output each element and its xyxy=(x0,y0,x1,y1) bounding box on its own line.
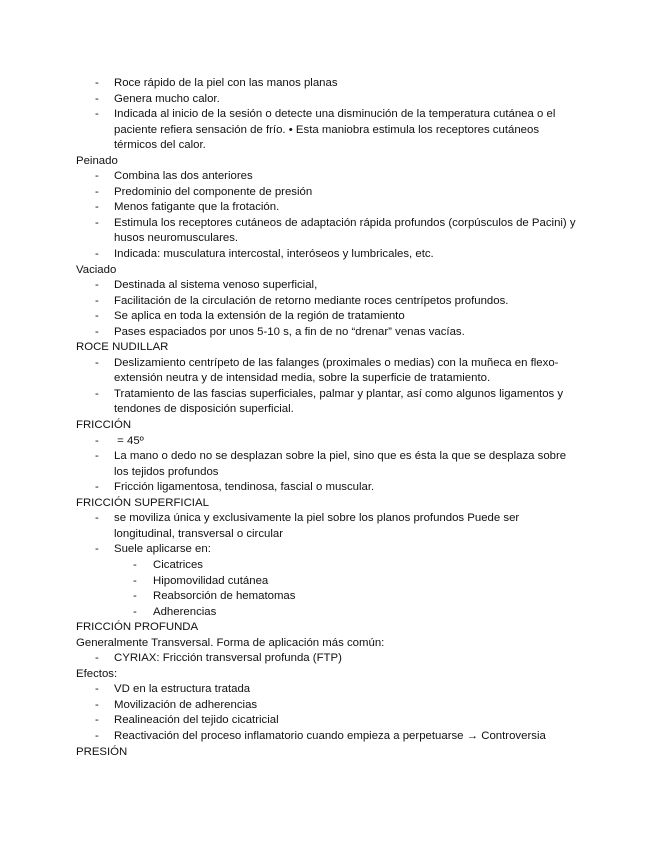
list-item: - Tratamiento de las fascias superficiales, palmar y plantar, así como algunos ligamentos y tendones de disposición superficial. xyxy=(114,387,576,418)
list-item: - VD en la estructura tratada xyxy=(114,682,576,698)
list-item: - Indicada: musculatura intercostal, interóseos y lumbricales, etc. xyxy=(114,247,576,263)
sub-list-item: - Cicatrices xyxy=(153,558,576,574)
list-item: - Pases espaciados por unos 5-10 s, a fin de no “drenar” venas vacías. xyxy=(114,325,576,341)
list-item: - Realineación del tejido cicatricial xyxy=(114,713,576,729)
list-item: - Reactivación del proceso inflamatorio cuando empieza a perpetuarse → Controversia xyxy=(114,729,576,745)
list-item: - Destinada al sistema venoso superficial, xyxy=(114,278,576,294)
sub-list-item: - Hipomovilidad cutánea xyxy=(153,574,576,590)
section-heading-presion: PRESIÓN xyxy=(76,745,128,758)
bullet-list xyxy=(76,169,576,262)
list-item xyxy=(114,542,576,620)
list-item: - Indicada al inicio de la sesión o detecte una disminución de la temperatura cutánea o el paciente refiera sensación de frío. • Esta maniobra estimula los receptores cutáneos térmicos del calor. xyxy=(114,107,576,154)
list-item: - Fricción ligamentosa, tendinosa, fascial o muscular. xyxy=(114,480,576,496)
bullet-list xyxy=(76,434,576,496)
list-item: - Roce rápido de la piel con las manos planas xyxy=(114,76,576,92)
list-item: - La mano o dedo no se desplazan sobre la piel, sino que es ésta la que se desplaza sobre los tejidos profundos xyxy=(114,449,576,480)
list-item: - Se aplica en toda la extensión de la región de tratamiento xyxy=(114,309,576,325)
section-heading-peinado: Peinado xyxy=(76,154,118,167)
bullet-list xyxy=(76,278,576,340)
section-heading-friccion: FRICCIÓN xyxy=(76,419,132,432)
sub-bullet-list xyxy=(114,558,576,620)
list-item: - Combina las dos anteriores xyxy=(114,169,576,185)
document-body xyxy=(76,76,576,760)
list-item: - Facilitación de la circulación de retorno mediante roces centrípetos profundos. xyxy=(114,294,576,310)
sub-list-item: - Adherencias xyxy=(153,605,576,621)
list-item: - se moviliza única y exclusivamente la piel sobre los planos profundos Puede ser longitudinal, transversal o circular xyxy=(114,511,576,542)
bullet-list xyxy=(76,682,576,744)
list-item: - Menos fatigante que la frotación. xyxy=(114,200,576,216)
list-item: - Estimula los receptores cutáneos de adaptación rápida profundos (corpúsculos de Pacini) y husos neuromusculares. xyxy=(114,216,576,247)
list-item: - Predominio del componente de presión xyxy=(114,185,576,201)
sub-list-item: - Reabsorción de hematomas xyxy=(153,589,576,605)
list-item: - CYRIAX: Fricción transversal profunda (FTP) xyxy=(114,651,576,667)
section-heading-friccion-profunda: FRICCIÓN PROFUNDA xyxy=(76,621,199,634)
list-item: - Deslizamiento centrípeto de las falanges (proximales o medias) con la muñeca en flexo-extensión neutra y de intensidad media, sobre la superficie de tratamiento. xyxy=(114,356,576,387)
bullet-list xyxy=(76,651,576,667)
list-item: - = 45º xyxy=(114,434,576,450)
paragraph-generalmente-transversal: Generalmente Transversal. Forma de aplicación más común: xyxy=(76,636,385,649)
section-heading-roce-nudillar: ROCE NUDILLAR xyxy=(76,341,169,354)
section-heading-vaciado: Vaciado xyxy=(76,263,117,276)
list-item: - Movilización de adherencias xyxy=(114,698,576,714)
bullet-list xyxy=(76,356,576,418)
list-item-text: Suele aplicarse en: xyxy=(114,543,211,556)
bullet-list xyxy=(76,511,576,620)
section-heading-efectos: Efectos: xyxy=(76,667,118,680)
list-item: - Genera mucho calor. xyxy=(114,92,576,108)
section-heading-friccion-superficial: FRICCIÓN SUPERFICIAL xyxy=(76,496,209,509)
bullet-list xyxy=(76,76,576,154)
